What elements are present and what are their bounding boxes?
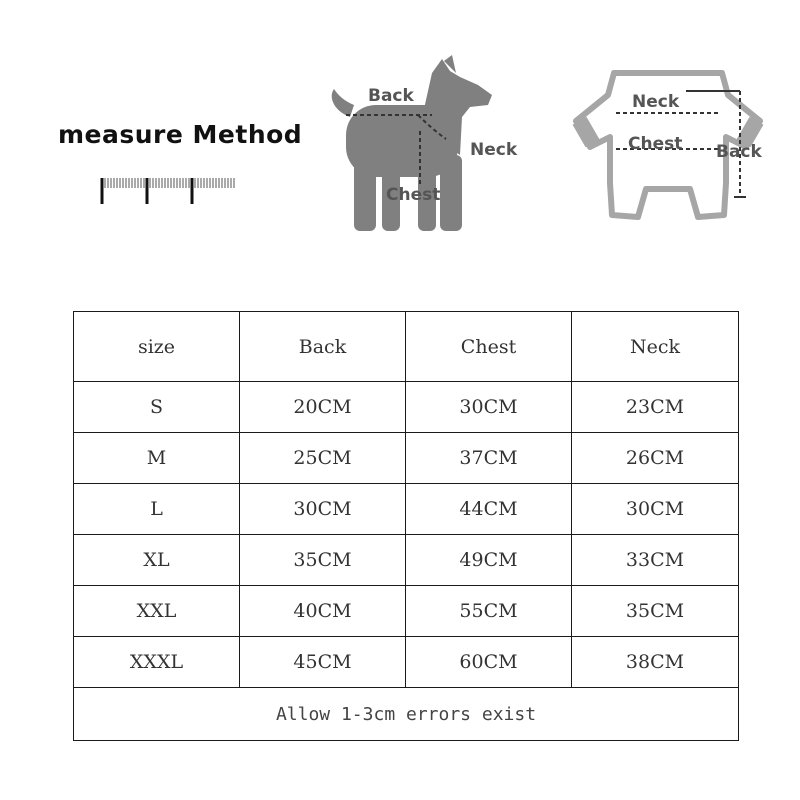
- table-row: [74, 484, 739, 535]
- back-cell: 20CM: [240, 382, 406, 433]
- garment-neck-label: Neck: [632, 92, 680, 112]
- back-cell: 25CM: [240, 433, 406, 484]
- table-row: [74, 382, 739, 433]
- chest-cell: 55CM: [406, 586, 572, 637]
- dog-neck-label: Neck: [470, 140, 518, 160]
- table-footnote-row: [74, 688, 739, 741]
- garment-chest-label: Chest: [628, 134, 683, 154]
- back-cell: 45CM: [240, 637, 406, 688]
- size-cell: XL: [74, 535, 240, 586]
- table-header-row: [74, 312, 739, 382]
- table-row: [74, 535, 739, 586]
- size-chart-table: [73, 311, 739, 741]
- chest-cell: 60CM: [406, 637, 572, 688]
- neck-cell: 30CM: [572, 484, 739, 535]
- table-row: [74, 433, 739, 484]
- dog-chest-label: Chest: [386, 185, 441, 205]
- neck-cell: 35CM: [572, 586, 739, 637]
- measure-method-title: measure Method: [58, 120, 303, 149]
- size-cell: S: [74, 382, 240, 433]
- back-cell: 40CM: [240, 586, 406, 637]
- table-row: [74, 586, 739, 637]
- chest-cell: 30CM: [406, 382, 572, 433]
- column-header-neck: Neck: [572, 312, 739, 382]
- column-header-size: size: [74, 312, 240, 382]
- neck-cell: 26CM: [572, 433, 739, 484]
- dog-measure-diagram: [320, 55, 525, 240]
- neck-cell: 23CM: [572, 382, 739, 433]
- back-cell: 30CM: [240, 484, 406, 535]
- chest-cell: 37CM: [406, 433, 572, 484]
- neck-cell: 38CM: [572, 637, 739, 688]
- column-header-chest: Chest: [406, 312, 572, 382]
- ruler-icon: [100, 176, 236, 206]
- chest-cell: 49CM: [406, 535, 572, 586]
- garment-measure-diagram: [570, 65, 770, 245]
- size-cell: L: [74, 484, 240, 535]
- back-cell: 35CM: [240, 535, 406, 586]
- garment-back-label: Back: [716, 142, 762, 162]
- size-cell: XXXL: [74, 637, 240, 688]
- measure-method-header: [0, 0, 800, 260]
- error-tolerance-note: Allow 1-3cm errors exist: [74, 688, 739, 741]
- chest-cell: 44CM: [406, 484, 572, 535]
- size-cell: M: [74, 433, 240, 484]
- dog-back-label: Back: [368, 86, 414, 106]
- neck-cell: 33CM: [572, 535, 739, 586]
- column-header-back: Back: [240, 312, 406, 382]
- size-cell: XXL: [74, 586, 240, 637]
- table-row: [74, 637, 739, 688]
